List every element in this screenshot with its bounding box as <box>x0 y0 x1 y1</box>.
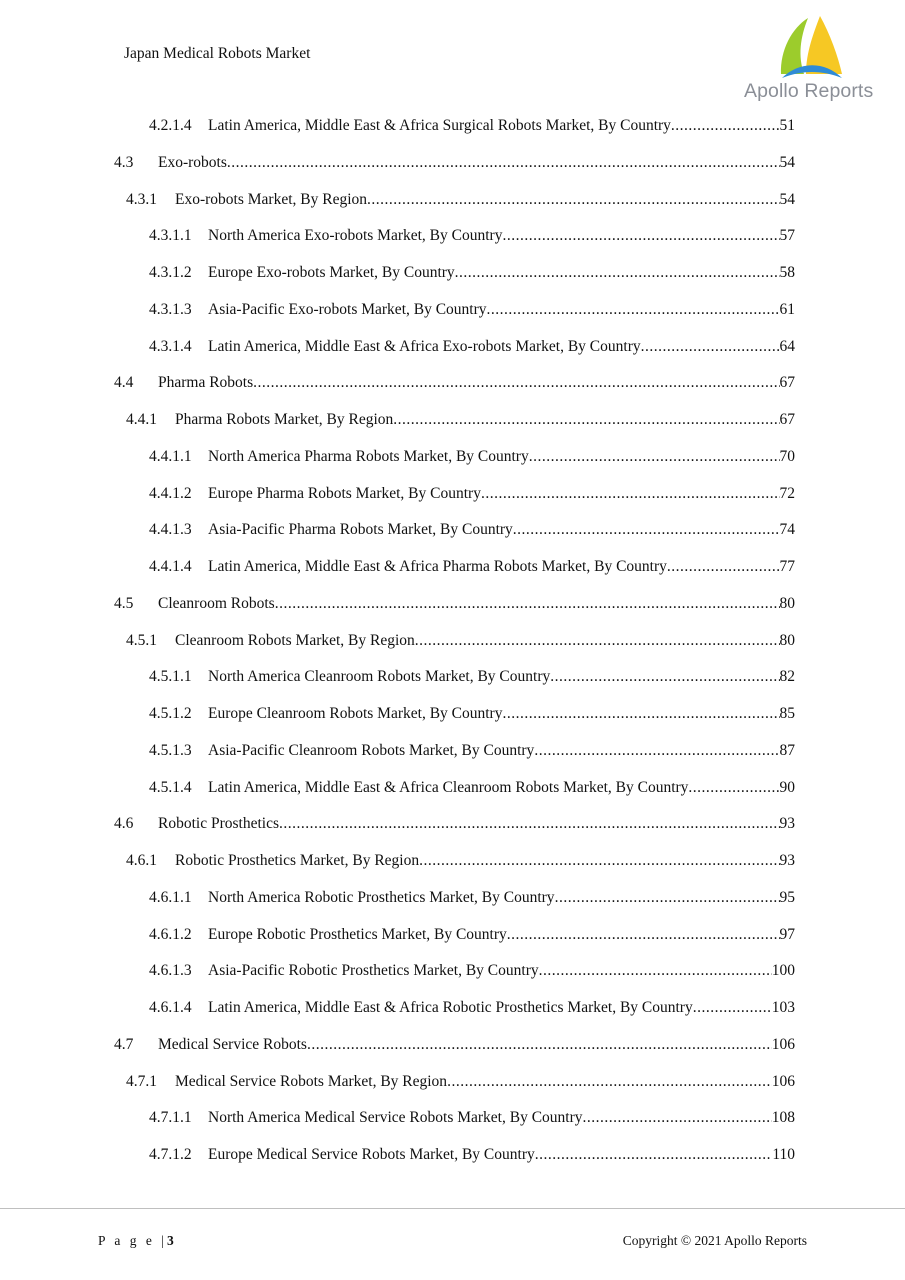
toc-entry[interactable] <box>114 1033 795 1055</box>
toc-entry-number: 4.2.1.4 <box>149 117 192 134</box>
toc-entry-number: 4.4.1.1 <box>149 447 192 465</box>
toc-entry-page: 58 <box>779 264 795 281</box>
toc-entry[interactable] <box>149 482 795 504</box>
toc-entry[interactable] <box>149 886 795 908</box>
toc-entry-page: 51 <box>779 117 795 134</box>
toc-entry-page: 95 <box>779 888 795 906</box>
toc-entry-page: 90 <box>779 778 795 796</box>
toc-leader-dots <box>415 631 780 651</box>
toc-entry-number: 4.4.1.4 <box>149 558 192 575</box>
toc-entry-number: 4.7.1.1 <box>149 1109 192 1127</box>
toc-entry[interactable] <box>149 335 795 357</box>
toc-entry-number: 4.7 <box>114 1035 134 1053</box>
toc-entry-page: 67 <box>779 411 795 428</box>
toc-entry-title: Latin America, Middle East & Africa Robotic Prosthetics Market, By Country <box>208 999 693 1016</box>
toc-entry-title: Latin America, Middle East & Africa Pharma Robots Market, By Country <box>208 558 667 575</box>
toc-entry-number: 4.3.1.4 <box>149 337 192 355</box>
toc-entry-title: Latin America, Middle East & Africa Surgical Robots Market, By Country <box>208 117 671 134</box>
toc-entry-page: 108 <box>771 1109 795 1127</box>
toc-entry-title: Medical Service Robots <box>158 1035 307 1053</box>
toc-entry-page: 72 <box>779 484 795 502</box>
toc-entry-title: North America Medical Service Robots Market, By Country <box>208 1109 583 1127</box>
toc-leader-dots <box>393 410 779 430</box>
toc-entry-number: 4.3.1.1 <box>149 227 192 245</box>
toc-entry[interactable] <box>149 996 795 1018</box>
toc-entry[interactable] <box>149 665 795 687</box>
footer-copyright: Copyright © 2021 Apollo Reports <box>622 1233 807 1248</box>
page-header-title: Japan Medical Robots Market <box>124 45 311 62</box>
toc-entry-number: 4.5.1 <box>126 631 157 649</box>
toc-entry-number: 4.3 <box>114 153 134 171</box>
toc-entry-title: Europe Medical Service Robots Market, By Country <box>208 1146 535 1163</box>
toc-entry-number: 4.6.1 <box>126 852 157 869</box>
toc-leader-dots <box>534 741 779 761</box>
toc-leader-dots <box>481 484 780 504</box>
toc-leader-dots <box>502 226 779 246</box>
toc-entry-number: 4.6.1.3 <box>149 962 192 980</box>
toc-entry[interactable] <box>149 923 795 945</box>
toc-entry-title: Europe Robotic Prosthetics Market, By Country <box>208 925 507 943</box>
toc-entry-number: 4.3.1.2 <box>149 264 192 281</box>
page-number: 3 <box>166 1233 174 1248</box>
toc-leader-dots <box>555 888 780 908</box>
toc-entry-page: 80 <box>779 594 795 612</box>
toc-entry-page: 93 <box>779 852 795 869</box>
toc-entry-title: Exo-robots Market, By Region <box>175 190 368 208</box>
toc-entry-title: Robotic Prosthetics <box>158 815 279 833</box>
toc-entry[interactable] <box>126 408 795 430</box>
toc-entry-title: Asia-Pacific Exo-robots Market, By Country <box>208 300 487 318</box>
toc-entry[interactable] <box>149 776 795 798</box>
toc-entry-page: 70 <box>779 447 795 465</box>
toc-entry-number: 4.4.1.3 <box>149 521 192 539</box>
toc-entry-number: 4.6 <box>114 815 134 833</box>
toc-leader-dots <box>550 667 779 687</box>
toc-entry-title: North America Exo-robots Market, By Country <box>208 227 503 245</box>
toc-leader-dots <box>688 778 779 798</box>
toc-entry[interactable] <box>149 261 795 283</box>
toc-entry-page: 97 <box>779 925 795 943</box>
toc-entry-title: North America Robotic Prosthetics Market, By Country <box>208 888 555 906</box>
logo-mark-icon <box>776 12 846 82</box>
toc-leader-dots <box>539 961 772 981</box>
toc-entry-title: Asia-Pacific Robotic Prosthetics Market, By Country <box>208 962 539 980</box>
toc-leader-dots <box>455 263 780 283</box>
toc-entry-page: 93 <box>779 815 795 833</box>
toc-entry[interactable] <box>126 849 795 871</box>
toc-entry-title: Europe Pharma Robots Market, By Country <box>208 484 481 502</box>
toc-entry-page: 54 <box>779 190 795 208</box>
toc-entry-page: 64 <box>779 337 795 355</box>
toc-entry[interactable] <box>126 1070 795 1092</box>
toc-leader-dots <box>253 373 779 393</box>
toc-entry-page: 106 <box>771 1072 795 1090</box>
toc-entry-page: 100 <box>771 962 795 980</box>
toc-entry[interactable] <box>149 1106 795 1128</box>
toc-entry[interactable] <box>149 298 795 320</box>
toc-entry-page: 57 <box>779 227 795 245</box>
toc-entry-page: 82 <box>779 668 795 686</box>
toc-entry-page: 74 <box>779 521 795 539</box>
toc-entry[interactable] <box>114 371 795 393</box>
toc-entry-page: 54 <box>779 153 795 171</box>
toc-entry-page: 110 <box>772 1146 795 1163</box>
toc-entry-page: 103 <box>771 999 795 1016</box>
toc-entry-number: 4.7.1.2 <box>149 1146 192 1163</box>
toc-entry-title: Latin America, Middle East & Africa Cleanroom Robots Market, By Country <box>208 778 689 796</box>
toc-entry-number: 4.5.1.3 <box>149 741 192 759</box>
toc-entry[interactable] <box>149 114 795 136</box>
toc-entry-page: 77 <box>779 558 795 575</box>
toc-entry-title: Pharma Robots <box>158 374 254 392</box>
toc-leader-dots <box>529 447 780 467</box>
toc-entry-page: 87 <box>779 741 795 759</box>
toc-entry-number: 4.7.1 <box>126 1072 157 1090</box>
toc-entry[interactable] <box>114 812 795 834</box>
toc-entry[interactable] <box>149 555 795 577</box>
toc-entry-page: 67 <box>779 374 795 392</box>
toc-leader-dots <box>487 300 780 320</box>
toc-leader-dots <box>667 557 780 577</box>
page-label: P a g e | <box>98 1233 167 1248</box>
toc-entry-title: Pharma Robots Market, By Region <box>175 411 394 428</box>
toc-entry[interactable] <box>126 629 795 651</box>
toc-entry[interactable] <box>149 518 795 540</box>
toc-entry-title: North America Cleanroom Robots Market, By Country <box>208 668 551 686</box>
toc-leader-dots <box>275 594 780 614</box>
toc-entry-title: Europe Exo-robots Market, By Country <box>208 264 455 281</box>
toc-entry-number: 4.5.1.1 <box>149 668 192 686</box>
toc-entry-number: 4.4.1 <box>126 411 157 428</box>
toc-entry[interactable] <box>126 188 795 210</box>
toc-entry-number: 4.6.1.1 <box>149 888 192 906</box>
toc-entry-title: North America Pharma Robots Market, By Country <box>208 447 529 465</box>
toc-entry[interactable] <box>149 224 795 246</box>
toc-entry-number: 4.5.1.4 <box>149 778 192 796</box>
toc-entry[interactable] <box>149 959 795 981</box>
toc-entry[interactable] <box>149 702 795 724</box>
toc-entry[interactable] <box>149 739 795 761</box>
toc-leader-dots <box>419 851 779 871</box>
footer-page-indicator <box>98 1233 174 1249</box>
toc-entry-title: Asia-Pacific Pharma Robots Market, By Country <box>208 521 513 539</box>
toc-entry[interactable] <box>114 151 795 173</box>
toc-leader-dots <box>502 704 779 724</box>
toc-entry-page: 80 <box>779 631 795 649</box>
toc-leader-dots <box>513 520 780 540</box>
toc-entry-title: Asia-Pacific Cleanroom Robots Market, By Country <box>208 741 535 759</box>
toc-entry-number: 4.5 <box>114 594 134 612</box>
toc-entry-number: 4.6.1.2 <box>149 925 192 943</box>
toc-entry-number: 4.6.1.4 <box>149 999 192 1016</box>
toc-leader-dots <box>279 814 780 834</box>
toc-leader-dots <box>641 337 780 357</box>
toc-entry[interactable] <box>114 592 795 614</box>
toc-leader-dots <box>535 1145 773 1165</box>
toc-leader-dots <box>671 116 780 136</box>
toc-entry-page: 61 <box>779 300 795 318</box>
toc-entry-number: 4.3.1 <box>126 190 157 208</box>
toc-entry-page: 106 <box>771 1035 795 1053</box>
toc-leader-dots <box>583 1108 772 1128</box>
toc-leader-dots <box>507 925 780 945</box>
toc-entry-title: Exo-robots <box>158 153 227 171</box>
toc-entry[interactable] <box>149 445 795 467</box>
toc-leader-dots <box>227 153 780 173</box>
toc-entry-number: 4.5.1.2 <box>149 705 192 722</box>
toc-entry-title: Europe Cleanroom Robots Market, By Country <box>208 705 503 722</box>
toc-leader-dots <box>693 998 772 1018</box>
toc-leader-dots <box>367 190 779 210</box>
toc-entry-number: 4.3.1.3 <box>149 300 192 318</box>
toc-leader-dots <box>447 1072 772 1092</box>
toc-entry-page: 85 <box>779 705 795 722</box>
footer-divider <box>0 1208 905 1209</box>
toc-entry[interactable] <box>149 1143 795 1165</box>
toc-entry-number: 4.4 <box>114 374 134 392</box>
toc-entry-number: 4.4.1.2 <box>149 484 192 502</box>
toc-entry-title: Medical Service Robots Market, By Region <box>175 1072 448 1090</box>
apollo-reports-logo <box>740 12 880 107</box>
logo-text: Apollo Reports <box>744 80 874 102</box>
toc-entry-title: Cleanroom Robots Market, By Region <box>175 631 415 649</box>
toc-leader-dots <box>307 1035 772 1055</box>
toc-entry-title: Cleanroom Robots <box>158 594 275 612</box>
toc-entry-title: Robotic Prosthetics Market, By Region <box>175 852 420 869</box>
toc-entry-title: Latin America, Middle East & Africa Exo-robots Market, By Country <box>208 337 641 355</box>
